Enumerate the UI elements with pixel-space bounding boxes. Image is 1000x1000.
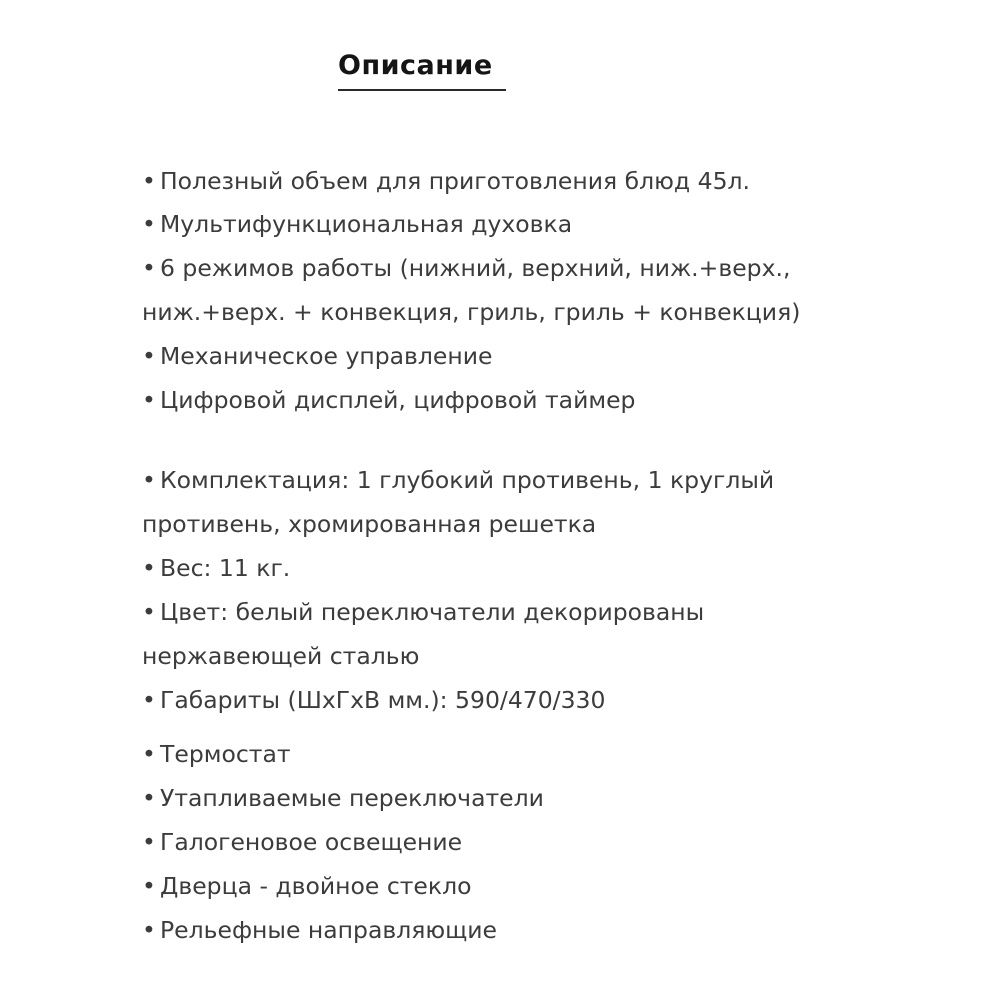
list-item-text: Дверца - двойное стекло <box>160 872 472 900</box>
list-item <box>142 915 497 945</box>
list-item <box>142 341 492 371</box>
list-item <box>142 553 290 583</box>
list-item <box>142 597 704 627</box>
bullet-icon: • <box>142 828 156 856</box>
list-item-text: Мультифункциональная духовка <box>160 210 573 238</box>
bullet-icon: • <box>142 342 156 370</box>
bullet-icon: • <box>142 210 156 238</box>
list-item-text: Цвет: белый переключатели декорированы <box>160 598 705 626</box>
list-item <box>142 209 572 239</box>
list-item-text: противень, хромированная решетка <box>142 510 597 538</box>
list-item <box>142 166 750 196</box>
list-item-text: ниж.+верх. + конвекция, гриль, гриль + конвекция) <box>142 298 801 326</box>
section-title: Описание <box>338 50 493 81</box>
list-item-text: Полезный объем для приготовления блюд 45л. <box>160 167 751 195</box>
bullet-icon: • <box>142 466 156 494</box>
list-item-text: Механическое управление <box>160 342 493 370</box>
list-item-text: Галогеновое освещение <box>160 828 463 856</box>
list-item <box>142 871 471 901</box>
list-item-text: Цифровой дисплей, цифровой таймер <box>160 386 636 414</box>
bullet-icon: • <box>142 598 156 626</box>
bullet-icon: • <box>142 784 156 812</box>
list-item-continuation <box>142 641 419 671</box>
list-item-text: Комплектация: 1 глубокий противень, 1 круглый <box>160 466 775 494</box>
list-item <box>142 253 790 283</box>
list-item-continuation <box>142 509 596 539</box>
bullet-icon: • <box>142 916 156 944</box>
list-item <box>142 385 635 415</box>
bullet-icon: • <box>142 254 156 282</box>
list-item <box>142 685 605 715</box>
list-item-text: 6 режимов работы (нижний, верхний, ниж.+верх., <box>160 254 791 282</box>
bullet-icon: • <box>142 554 156 582</box>
list-item-text: Утапливаемые переключатели <box>160 784 544 812</box>
list-item <box>142 465 774 495</box>
list-item <box>142 783 544 813</box>
bullet-icon: • <box>142 167 156 195</box>
list-item-text: Вес: 11 кг. <box>160 554 291 582</box>
title-underline <box>338 89 506 91</box>
bullet-icon: • <box>142 386 156 414</box>
bullet-icon: • <box>142 740 156 768</box>
bullet-icon: • <box>142 686 156 714</box>
list-item <box>142 827 462 857</box>
list-item-text: Габариты (ШхГхВ мм.): 590/470/330 <box>160 686 606 714</box>
list-item-continuation <box>142 297 800 327</box>
list-item-text: нержавеющей сталью <box>142 642 420 670</box>
list-item <box>142 739 291 769</box>
list-item-text: Рельефные направляющие <box>160 916 497 944</box>
bullet-icon: • <box>142 872 156 900</box>
list-item-text: Термостат <box>160 740 291 768</box>
